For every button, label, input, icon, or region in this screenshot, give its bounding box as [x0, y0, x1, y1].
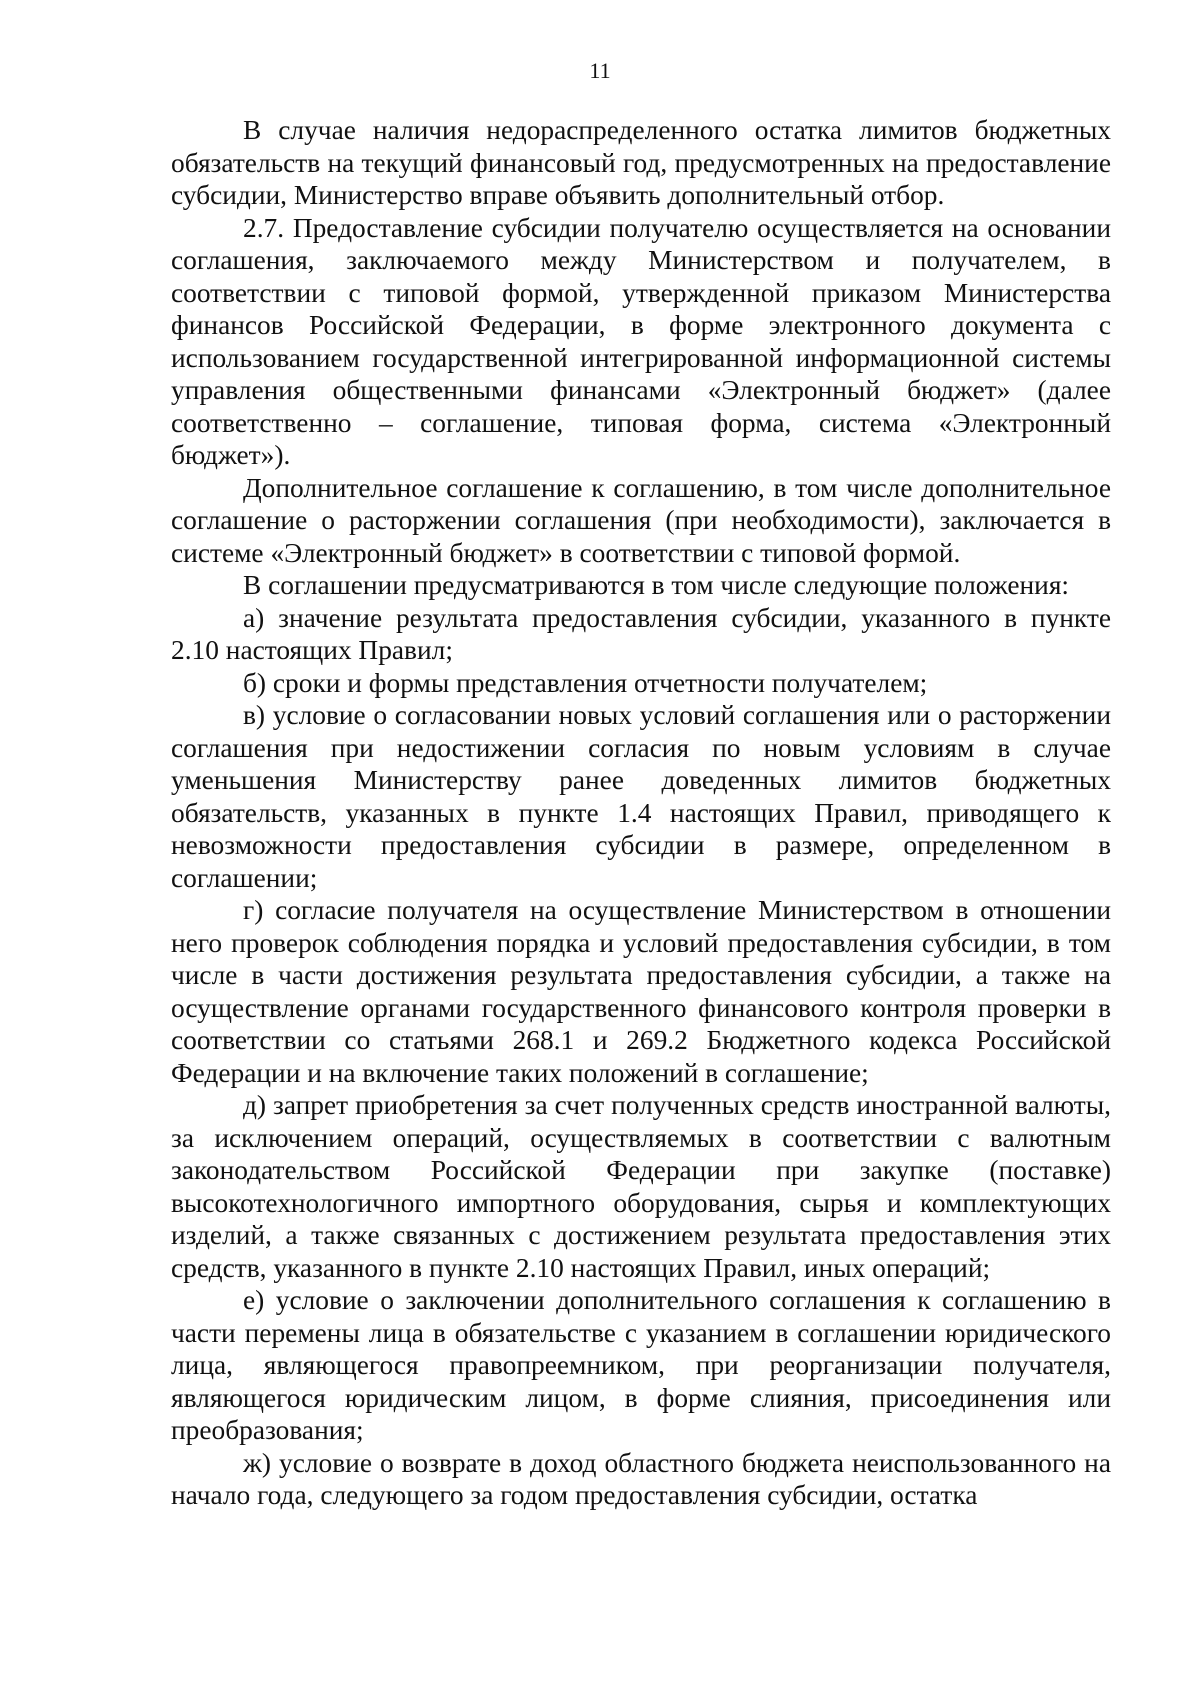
list-item-d: д) запрет приобретения за счет полученных средств иностранной валюты, за исключением операций, осуществляемых в соответствии с валютным законодательством Российской Федерации при закупке (поставке) высокотехнологичного импортного оборудования, сырья и комплектующих изделий, а также связанных с достижением результата предоставления этих средств, указанного в пункте 2.10 настоящих Правил, иных операций;: [171, 1090, 1111, 1283]
list-item-zh: ж) условие о возврате в доход областного бюджета неиспользованного на начало года, следующего за годом предоставления субсидии, остатка: [171, 1447, 1111, 1510]
paragraph-additional-selection: В случае наличия недораспределенного остатка лимитов бюджетных обязательств на текущий финансовый год, предусмотренных на предоставление субсидии, Министерство вправе объявить дополнительный отбор.: [171, 115, 1111, 210]
document-body: [171, 114, 1111, 1512]
page-number: 11: [589, 58, 611, 83]
paragraph-supplementary-agreement: Дополнительное соглашение к соглашению, в том числе дополнительное соглашение о расторжении соглашения (при необходимости), заключается в системе «Электронный бюджет» в соответствии с типовой формой.: [171, 472, 1111, 568]
list-item-e: е) условие о заключении дополнительного соглашения к соглашению в части перемены лица в обязательстве с указанием в соглашении юридического лица, являющегося правопреемником, при реорганизации получателя, являющегося юридическим лицом, в форме слияния, присоединения или преобразования;: [171, 1285, 1111, 1445]
list-item-b: б) сроки и формы представления отчетности получателем;: [243, 667, 928, 698]
list-item-v: в) условие о согласовании новых условий соглашения или о расторжении соглашения при недостижении согласия по новым условиям в случае уменьшения Министерству ранее доведенных лимитов бюджетных обязательств, указанных в пункте 1.4 настоящих Правил, приводящего к невозможности предоставления субсидии в размере, определенном в соглашении;: [171, 700, 1111, 893]
list-item-a: а) значение результата предоставления субсидии, указанного в пункте 2.10 настоящих Правил;: [171, 602, 1111, 665]
paragraph-2-7-agreement: 2.7. Предоставление субсидии получателю осуществляется на основании соглашения, заключаемого между Министерством и получателем, в соответствии с типовой формой, утвержденной приказом Министерства финансов Российской Федерации, в форме электронного документа с использованием государственной интегрированной информационной системы управления общественными финансами «Электронный бюджет» (далее соответственно – соглашение, типовая форма, система «Электронный бюджет»).: [171, 212, 1111, 470]
list-item-g: г) согласие получателя на осуществление Министерством в отношении него проверок соблюдения порядка и условий предоставления субсидии, в том числе в части достижения результата предоставления субсидии, а также на осуществление органами государственного финансового контроля проверки в соответствии со статьями 268.1 и 269.2 Бюджетного кодекса Российской Федерации и на включение таких положений в соглашение;: [171, 895, 1111, 1088]
paragraph-agreement-provisions: В соглашении предусматриваются в том числе следующие положения:: [243, 570, 1070, 600]
